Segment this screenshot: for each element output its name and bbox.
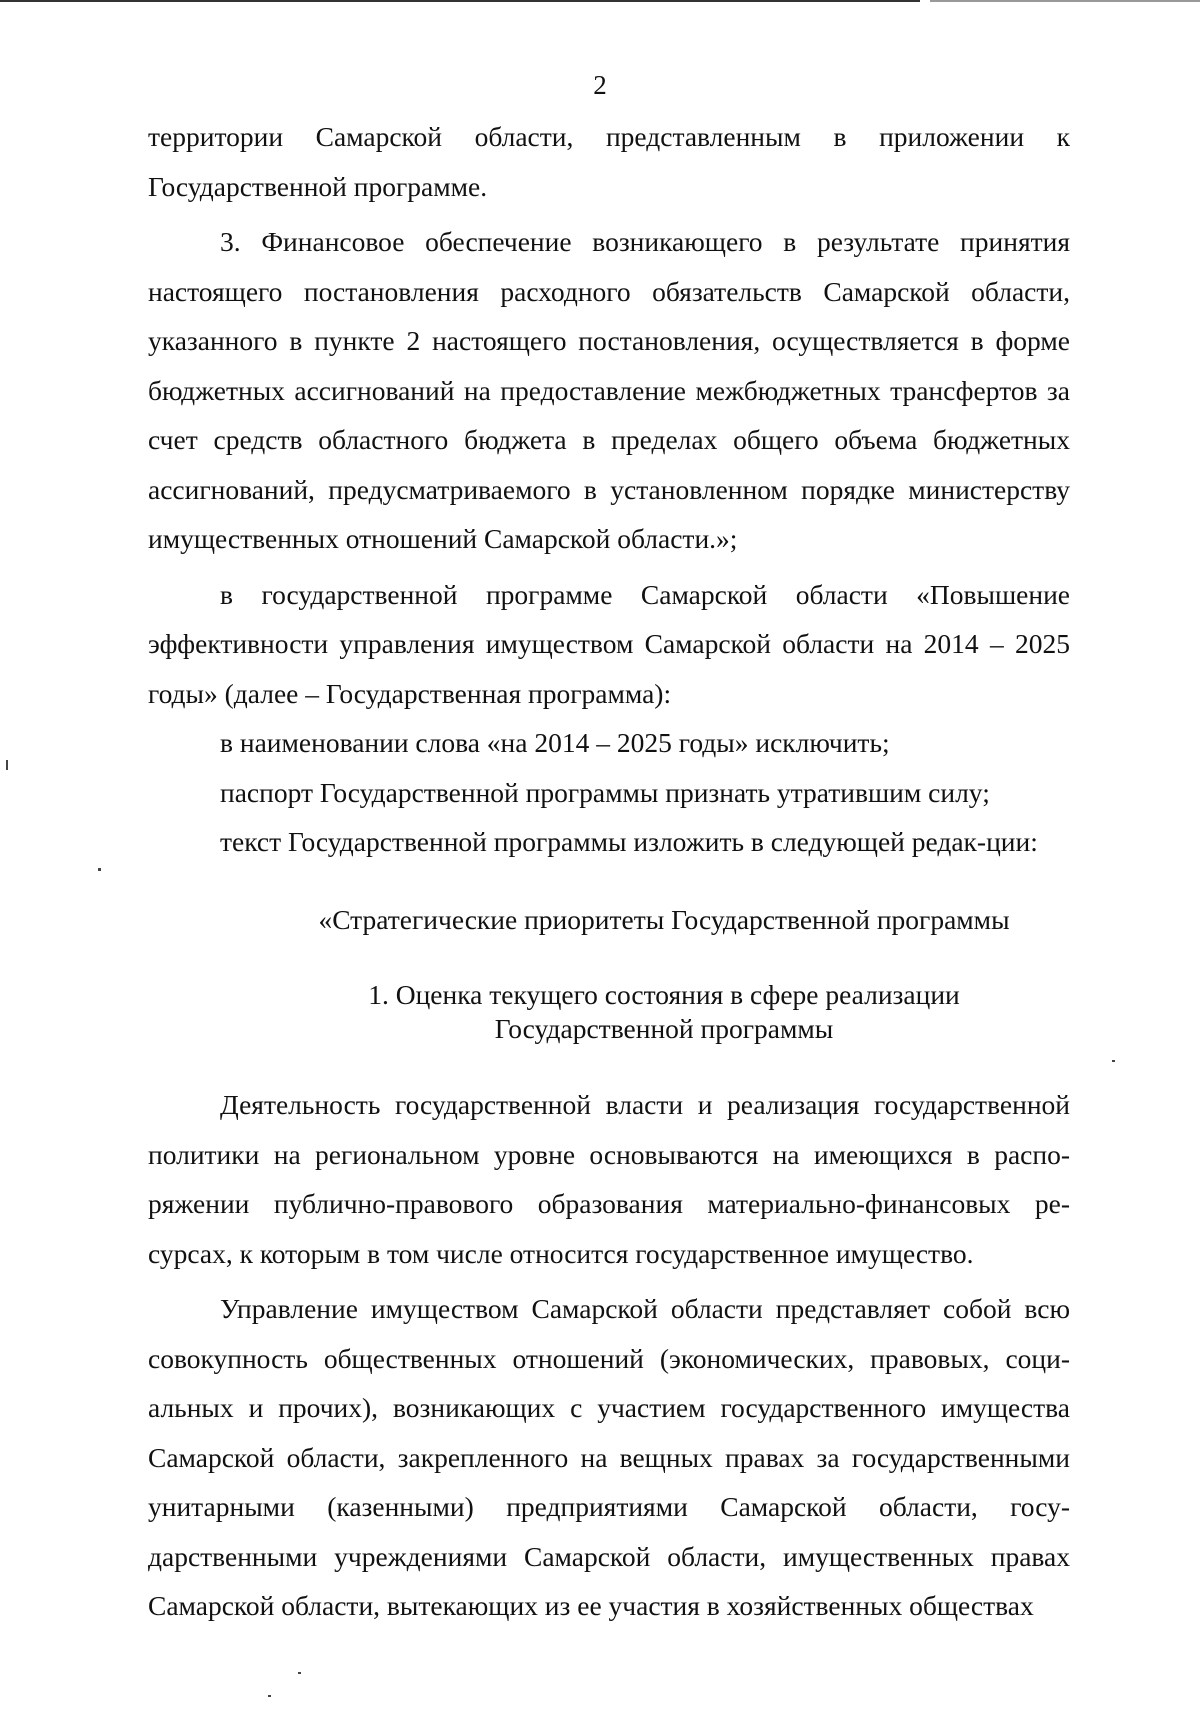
- paragraph-name-change: в наименовании слова «на 2014 – 2025 годы» исключить;: [220, 727, 890, 758]
- section-heading-line-1: 1. Оценка текущего состояния в сфере реализации: [368, 979, 960, 1010]
- scan-speck: [268, 1695, 271, 1697]
- heading-strategic-priorities: «Стратегические приоритеты Государственной программы: [318, 903, 1010, 935]
- scan-speck: [6, 760, 8, 770]
- scan-top-edge-line: [0, 0, 920, 2]
- paragraph-territory: территории Самарской области, представленным в приложении к Государственной программе.: [148, 121, 1070, 202]
- page-number: 2: [593, 70, 607, 100]
- paragraph-financing: 3. Финансовое обеспечение возникающего в результате принятия настоящего постановления расходного обязательств Самарской области, указанного в пункте 2 настоящего постановления, осуществляется в форме бюджетных ассигнований на предоставление межбюджетных трансфертов за счет средств областного бюджета в пределах общего объема бюджетных ассигнований, предусматриваемого в установленном порядке министерству имущественных отношений Самарской области.»;: [148, 226, 1070, 554]
- paragraph-state-activity: Деятельность государственной власти и реализация государственной политики на региональном уровне основываются на имеющихся в распо-ряжении публично-правового образования материально-финансовых ре-сурсах, к которым в том числе относится государственное имущество.: [148, 1089, 1070, 1269]
- section-heading: [148, 978, 1070, 1046]
- paragraph-new-text: текст Государственной программы изложить в следующей редак-ции:: [220, 826, 1038, 857]
- paragraph-program-amendment: в государственной программе Самарской области «Повышение эффективности управления имуществом Самарской области на 2014 – 2025 годы» (далее – Государственная программа):: [148, 578, 1070, 709]
- section-heading-line-2: Государственной программы: [494, 1013, 834, 1044]
- scan-speck: [1112, 1060, 1115, 1062]
- paragraph-passport-void: паспорт Государственной программы признать утратившим силу;: [220, 776, 990, 808]
- document-body: [148, 112, 1070, 1631]
- paragraph-property-management: Управление имуществом Самарской области представляет собой всю совокупность общественных отношений (экономических, правовых, соци-альных и прочих), возникающих с участием государственного имущества Самарской области, закрепленного на вещных правах за государственными унитарными (казенными) предприятиями Самарской области, госу-дарственными учреждениями Самарской области, имущественных правах Самарской области, вытекающих из ее участия в хозяйственных обществах: [148, 1293, 1070, 1621]
- scan-speck: [98, 868, 101, 871]
- scan-speck: [298, 1672, 301, 1674]
- scan-top-edge-line-faint: [930, 0, 1200, 2]
